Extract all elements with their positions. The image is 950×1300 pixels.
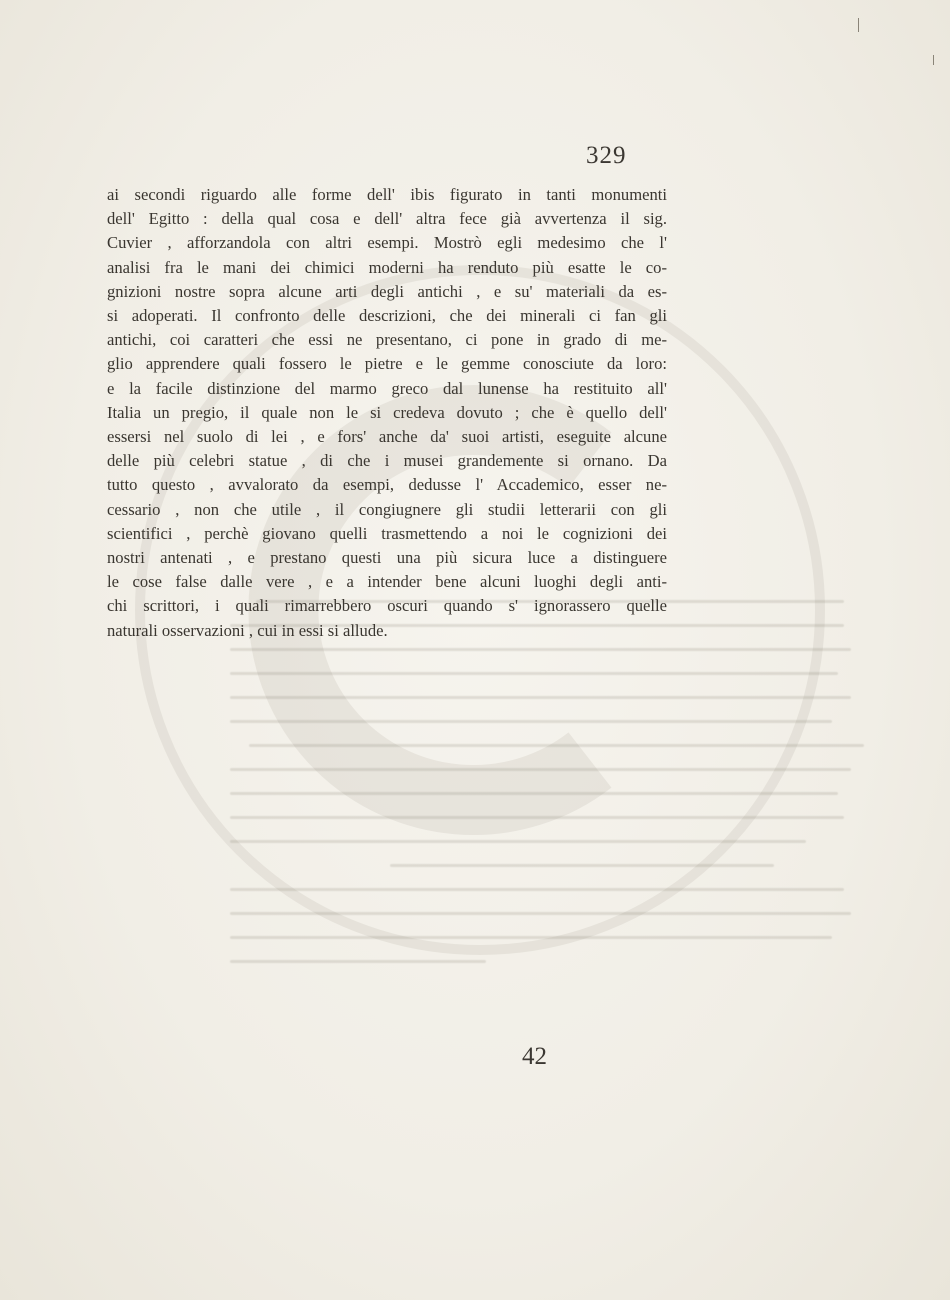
text-line: dell' Egitto : della qual cosa e dell' altra fece già avvertenza il sig. — [107, 209, 667, 229]
show-through-text — [230, 600, 870, 1020]
text-line: si adoperati. Il confronto delle descrizioni, che dei minerali ci fan gli — [107, 306, 667, 326]
page-number: 329 — [586, 142, 627, 169]
text-line: le cose false dalle vere , e a intender bene alcuni luoghi degli anti- — [107, 572, 667, 592]
text-line: gnizioni nostre sopra alcune arti degli antichi , e su' materiali da es- — [107, 281, 667, 301]
edge-mark — [858, 18, 859, 32]
body-text — [107, 183, 667, 643]
edge-mark — [933, 55, 934, 65]
text-line: analisi fra le mani dei chimici moderni ha renduto più esatte le co- — [107, 257, 667, 277]
text-line: chi scrittori, i quali rimarrebbero oscuri quando s' ignorassero quelle — [107, 596, 667, 616]
text-line: scientifici , perchè giovano quelli trasmettendo a noi le cognizioni dei — [107, 523, 667, 543]
text-line: glio apprendere quali fossero le pietre e le gemme conosciute da loro: — [107, 354, 667, 374]
text-line: ai secondi riguardo alle forme dell' ibis figurato in tanti monumenti — [107, 185, 667, 204]
text-line: nostri antenati , e prestano questi una più sicura luce a distinguere — [107, 548, 667, 568]
text-line: naturali osservazioni , cui in essi si allude. — [107, 620, 388, 640]
text-line: essersi nel suolo di lei , e fors' anche da' suoi artisti, eseguite alcune — [107, 427, 667, 447]
text-line: tutto questo , avvalorato da esempi, dedusse l' Accademico, esser ne- — [107, 475, 667, 495]
signature-mark: 42 — [522, 1043, 547, 1070]
text-line: antichi, coi caratteri che essi ne presentano, ci pone in grado di me- — [107, 330, 667, 350]
text-line: Cuvier , afforzandola con altri esempi. Mostrò egli medesimo che l' — [107, 233, 667, 253]
text-line: Italia un pregio, il quale non le si credeva dovuto ; che è quello dell' — [107, 402, 667, 422]
text-line: e la facile distinzione del marmo greco dal lunense ha restituito all' — [107, 378, 667, 398]
text-line: cessario , non che utile , il congiugnere gli studii letterarii con gli — [107, 499, 667, 519]
text-line: delle più celebri statue , di che i musei grandemente si ornano. Da — [107, 451, 667, 471]
